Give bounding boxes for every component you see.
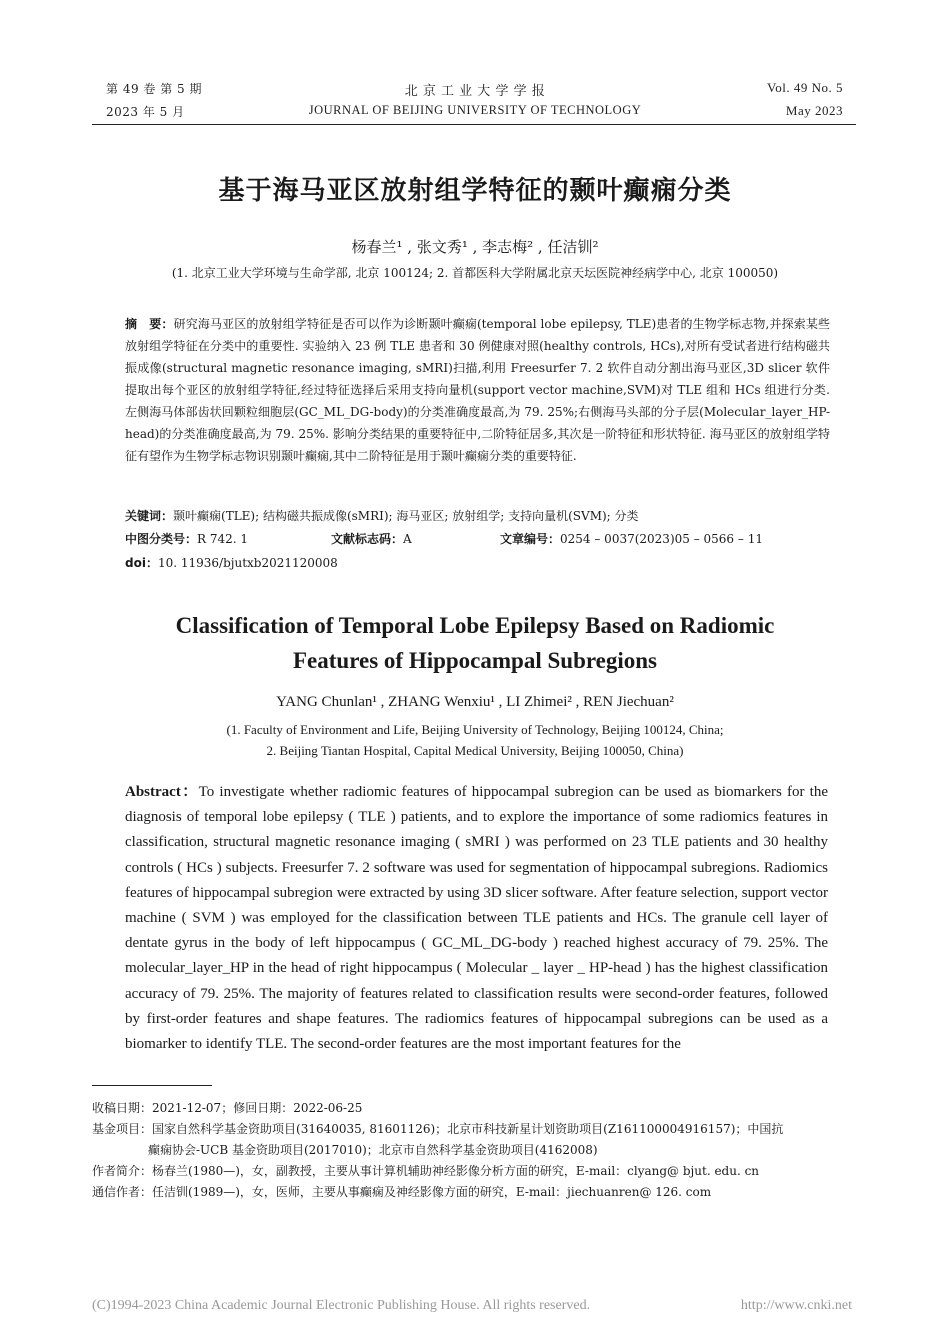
doc-value: A xyxy=(403,532,412,546)
header-rule xyxy=(92,124,856,125)
journal-name-cn: 北 京 工 业 大 学 学 报 xyxy=(404,84,546,99)
clc-number xyxy=(125,530,248,547)
abstract-cn-label: 摘 要： xyxy=(125,317,174,331)
abstract-en xyxy=(125,780,828,1057)
footnotes xyxy=(92,1098,862,1203)
fund-line1 xyxy=(92,1119,862,1140)
footnote-rule xyxy=(92,1085,212,1086)
page-title: 基于海马亚区放射组学特征的颞叶癫痫分类 xyxy=(218,176,732,206)
fund-text1: 国家自然科学基金资助项目(31640035, 81601126)；北京市科技新星计划资助项目(Z161100004916157)；中国抗 xyxy=(152,1122,784,1136)
journal-name-en: JOURNAL OF BEIJING UNIVERSITY OF TECHNOLOGY xyxy=(308,103,642,117)
article-value: 0254 – 0037(2023)05 – 0566 – 11 xyxy=(560,532,763,546)
doc-label: 文献标志码： xyxy=(331,532,404,546)
date-en: May 2023 xyxy=(785,103,843,118)
cnki-link[interactable]: http://www.cnki.net xyxy=(740,1298,852,1313)
fund-label: 基金项目： xyxy=(92,1122,153,1136)
abstract-cn-text: 研究海马亚区的放射组学特征是否可以作为诊断颞叶癫痫(temporal lobe epilepsy, TLE)患者的生物学标志物,并探索某些放射组学特征在分类中的重要性. 实验纳入 23 例 TLE 患者和 30 例健康对照(healthy controls, HCs),对所有受试者进行结构磁共振成像(structural magnetic resonance imaging, sMRI)扫描,利用 Freesurfer 7. 2 软件自动分割出海马亚区,3D slicer 软件提取出每个亚区的放射组学特征,经过特征选择后采用支持向量机(support vector machine,SVM)对 TLE 组和 HCs 组进行分类. 左侧海马体部齿状回颗粒细胞层(GC_ML_DG-body)的分类准确度最高,为 79. 25%;右侧海马头部的分子层(Molecular_layer_HP-head)的分类准确度最高,为 79. 25%. 影响分类结果的重要特征中,二阶特征居多,其次是一阶特征和形状特征. 海马亚区的放射组学特征有望作为生物学标志物识别颞叶癫痫,其中二阶特征是用于颞叶癫痫分类的重要特征. xyxy=(125,317,830,463)
keywords-text: 颞叶癫痫(TLE); 结构磁共振成像(sMRI); 海马亚区; 放射组学; 支持向量机(SVM); 分类 xyxy=(173,509,639,523)
author-intro: 作者简介：杨春兰(1980—)，女，副教授，主要从事计算机辅助神经影像分析方面的研究，E-mail：clyang@ bjut. edu. cn xyxy=(92,1164,760,1178)
affiliation-en-line2: 2. Beijing Tiantan Hospital, Capital Medical University, Beijing 100050, China) xyxy=(266,743,684,758)
fund-line2: 癫痫协会-UCB 基金资助项目(2017010)；北京市自然科学基金资助项目(4162008) xyxy=(148,1143,598,1157)
article-label: 文章编号： xyxy=(500,532,561,546)
title-en-line1: Classification of Temporal Lobe Epilepsy Based on Radiomic xyxy=(175,613,775,638)
affiliation-cn: (1. 北京工业大学环境与生命学部, 北京 100124; 2. 首都医科大学附属北京天坛医院神经病学中心, 北京 100050) xyxy=(171,266,779,280)
doi-value: 10. 11936/bjutxb2021120008 xyxy=(157,556,338,570)
copyright-text: (C)1994-2023 China Academic Journal Electronic Publishing House. All rights reserved. xyxy=(92,1298,591,1313)
volume-number-en: Vol. 49 No. 5 xyxy=(767,80,843,95)
volume-issue: 第 49 卷 第 5 期 xyxy=(106,82,202,96)
authors-en: YANG Chunlan¹ , ZHANG Wenxiu¹ , LI Zhimei² , REN Jiechuan² xyxy=(276,694,674,710)
clc-value: R 742. 1 xyxy=(197,532,249,546)
abstract-cn xyxy=(125,313,830,467)
keywords-cn xyxy=(125,507,830,524)
corresponding-author: 通信作者：任洁钏(1989—)，女，医师，主要从事癫痫及神经影像方面的研究，E-mail：jiechuanren@ 126. com xyxy=(92,1185,712,1199)
keywords-label: 关键词： xyxy=(125,509,174,523)
doi xyxy=(125,554,338,571)
title-en-line2: Features of Hippocampal Subregions xyxy=(293,648,657,673)
abstract-en-text: To investigate whether radiomic features of hippocampal subregion can be used as biomarkers for the diagnosis of temporal lobe epilepsy ( TLE ) patients, and to explore the importance of some radiomics features in classification, structural magnetic resonance imaging ( sMRI ) was performed on 23 TLE patients and 30 healthy controls ( HCs ) subjects. Freesurfer 7. 2 software was used for segmentation of hippocampal subregions. Radiomics features of hippocampal subregion were extracted by using 3D slicer software. After feature selection, support vector machine ( SVM ) was employed for the classification between TLE patients and HCs. The granule cell layer of dentate gyrus in the body of left hippocampus ( GC_ML_DG-body ) reached highest accuracy of 79. 25%. The molecular_layer_HP in the head of right hippocampus ( Molecular _ layer _ HP-head ) has the highest classification accuracy of 79. 25%. The majority of features related to classification results were second-order features, followed by first-order features and shape features. The radiomics features of hippocampal subregions can be used as a biomarker to identify TLE. The second-order features are the most important features for the xyxy=(125,784,828,1053)
article-number xyxy=(500,530,763,547)
clc-label: 中图分类号： xyxy=(125,532,198,546)
doi-label: doi： xyxy=(125,556,158,570)
affiliation-en-line1: (1. Faculty of Environment and Life, Beijing University of Technology, Beijing 100124, China; xyxy=(226,722,724,737)
received-date: 收稿日期：2021-12-07；修回日期：2022-06-25 xyxy=(92,1101,363,1115)
copyright-line xyxy=(92,1298,852,1314)
document-code xyxy=(331,530,412,547)
abstract-en-label: Abstract： xyxy=(125,784,199,800)
publication-date: 2023 年 5 月 xyxy=(106,105,185,119)
authors-cn: 杨春兰¹ , 张文秀¹ , 李志梅² , 任洁钏² xyxy=(351,238,599,256)
